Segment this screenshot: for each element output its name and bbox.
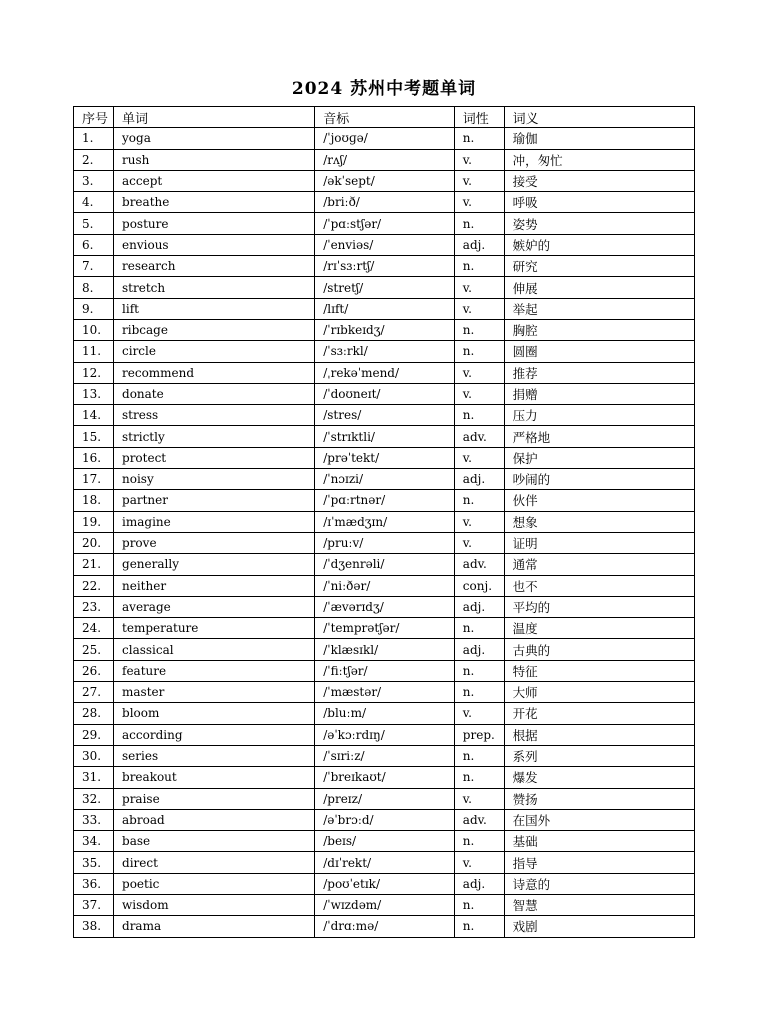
cell-phonetic: /ˈnɔɪzi/ [315, 469, 455, 490]
cell-word: temperature [114, 618, 315, 639]
table-row [74, 490, 695, 511]
cell-part-of-speech: n. [454, 490, 504, 511]
header-part-of-speech: 词性 [454, 107, 504, 128]
cell-part-of-speech: v. [454, 447, 504, 468]
table-row [74, 277, 695, 298]
cell-word: stretch [114, 277, 315, 298]
table-row [74, 319, 695, 340]
cell-number: 14. [74, 405, 114, 426]
cell-part-of-speech: v. [454, 277, 504, 298]
table-row [74, 170, 695, 191]
cell-meaning: 压力 [504, 405, 694, 426]
cell-number: 19. [74, 511, 114, 532]
cell-phonetic: /bluːm/ [315, 703, 455, 724]
cell-part-of-speech: v. [454, 788, 504, 809]
cell-meaning: 冲，匆忙 [504, 149, 694, 170]
cell-meaning: 接受 [504, 170, 694, 191]
cell-word: drama [114, 916, 315, 937]
cell-part-of-speech: adj. [454, 469, 504, 490]
cell-meaning: 在国外 [504, 809, 694, 830]
table-row [74, 511, 695, 532]
cell-number: 6. [74, 234, 114, 255]
cell-number: 10. [74, 319, 114, 340]
cell-part-of-speech: v. [454, 383, 504, 404]
cell-part-of-speech: v. [454, 532, 504, 553]
cell-meaning: 严格地 [504, 426, 694, 447]
table-row [74, 341, 695, 362]
cell-meaning: 爆发 [504, 767, 694, 788]
cell-phonetic: /ˌrekəˈmend/ [315, 362, 455, 383]
cell-part-of-speech: n. [454, 405, 504, 426]
cell-number: 15. [74, 426, 114, 447]
cell-meaning: 胸腔 [504, 319, 694, 340]
cell-number: 12. [74, 362, 114, 383]
cell-meaning: 智慧 [504, 894, 694, 915]
cell-phonetic: /briːð/ [315, 192, 455, 213]
cell-number: 28. [74, 703, 114, 724]
cell-word: generally [114, 554, 315, 575]
cell-number: 37. [74, 894, 114, 915]
cell-meaning: 诗意的 [504, 873, 694, 894]
cell-number: 1. [74, 128, 114, 149]
cell-part-of-speech: v. [454, 170, 504, 191]
cell-part-of-speech: v. [454, 192, 504, 213]
cell-number: 13. [74, 383, 114, 404]
table-row [74, 916, 695, 937]
cell-number: 20. [74, 532, 114, 553]
cell-part-of-speech: n. [454, 660, 504, 681]
cell-meaning: 姿势 [504, 213, 694, 234]
table-row [74, 575, 695, 596]
cell-word: direct [114, 852, 315, 873]
cell-meaning: 也不 [504, 575, 694, 596]
cell-meaning: 捐赠 [504, 383, 694, 404]
cell-number: 25. [74, 639, 114, 660]
cell-word: bloom [114, 703, 315, 724]
cell-meaning: 保护 [504, 447, 694, 468]
table-row [74, 213, 695, 234]
cell-phonetic: /ˈrɪbkeɪdʒ/ [315, 319, 455, 340]
table-row [74, 362, 695, 383]
cell-phonetic: /preɪz/ [315, 788, 455, 809]
cell-part-of-speech: adj. [454, 596, 504, 617]
cell-meaning: 古典的 [504, 639, 694, 660]
cell-phonetic: /ˈsɜːrkl/ [315, 341, 455, 362]
cell-meaning: 指导 [504, 852, 694, 873]
cell-part-of-speech: n. [454, 894, 504, 915]
cell-meaning: 温度 [504, 618, 694, 639]
header-word: 单词 [114, 107, 315, 128]
page-title: 2024 苏州中考题单词 [291, 79, 477, 99]
cell-number: 23. [74, 596, 114, 617]
cell-phonetic: /poʊˈetɪk/ [315, 873, 455, 894]
table-row [74, 234, 695, 255]
cell-meaning: 想象 [504, 511, 694, 532]
cell-meaning: 戏剧 [504, 916, 694, 937]
cell-number: 31. [74, 767, 114, 788]
cell-number: 16. [74, 447, 114, 468]
cell-word: rush [114, 149, 315, 170]
table-row [74, 426, 695, 447]
cell-phonetic: /ˈfiːtʃər/ [315, 660, 455, 681]
cell-phonetic: /ˈniːðər/ [315, 575, 455, 596]
cell-phonetic: /dɪˈrekt/ [315, 852, 455, 873]
cell-word: lift [114, 298, 315, 319]
cell-word: base [114, 831, 315, 852]
cell-phonetic: /əˈkɔːrdɪŋ/ [315, 724, 455, 745]
table-header-row [74, 107, 695, 128]
cell-number: 17. [74, 469, 114, 490]
cell-word: posture [114, 213, 315, 234]
cell-number: 2. [74, 149, 114, 170]
cell-word: donate [114, 383, 315, 404]
header-phonetic: 音标 [315, 107, 455, 128]
cell-part-of-speech: v. [454, 703, 504, 724]
table-row [74, 682, 695, 703]
cell-part-of-speech: v. [454, 852, 504, 873]
cell-phonetic: /ˈdʒenrəli/ [315, 554, 455, 575]
table-row [74, 298, 695, 319]
cell-number: 33. [74, 809, 114, 830]
cell-phonetic: /rʌʃ/ [315, 149, 455, 170]
cell-number: 38. [74, 916, 114, 937]
cell-word: master [114, 682, 315, 703]
cell-meaning: 研究 [504, 256, 694, 277]
cell-part-of-speech: n. [454, 256, 504, 277]
cell-phonetic: /ˈmæstər/ [315, 682, 455, 703]
cell-word: breakout [114, 767, 315, 788]
cell-meaning: 举起 [504, 298, 694, 319]
cell-meaning: 吵闹的 [504, 469, 694, 490]
cell-meaning: 基础 [504, 831, 694, 852]
cell-word: breathe [114, 192, 315, 213]
cell-phonetic: /ˈjoʊɡə/ [315, 128, 455, 149]
cell-meaning: 根据 [504, 724, 694, 745]
cell-meaning: 特征 [504, 660, 694, 681]
cell-part-of-speech: n. [454, 319, 504, 340]
header-number: 序号 [74, 107, 114, 128]
cell-phonetic: /əkˈsept/ [315, 170, 455, 191]
table-row [74, 447, 695, 468]
cell-number: 26. [74, 660, 114, 681]
cell-number: 11. [74, 341, 114, 362]
cell-part-of-speech: adv. [454, 426, 504, 447]
table-row [74, 852, 695, 873]
cell-number: 7. [74, 256, 114, 277]
cell-part-of-speech: v. [454, 511, 504, 532]
cell-word: protect [114, 447, 315, 468]
cell-word: imagine [114, 511, 315, 532]
cell-word: average [114, 596, 315, 617]
cell-number: 9. [74, 298, 114, 319]
table-row [74, 618, 695, 639]
cell-word: poetic [114, 873, 315, 894]
cell-meaning: 伙伴 [504, 490, 694, 511]
table-row [74, 192, 695, 213]
cell-part-of-speech: n. [454, 618, 504, 639]
table-row [74, 405, 695, 426]
cell-phonetic: /rɪˈsɜːrtʃ/ [315, 256, 455, 277]
cell-phonetic: /ɪˈmædʒɪn/ [315, 511, 455, 532]
cell-part-of-speech: n. [454, 213, 504, 234]
table-row [74, 745, 695, 766]
cell-word: envious [114, 234, 315, 255]
cell-meaning: 伸展 [504, 277, 694, 298]
table-row [74, 256, 695, 277]
cell-word: ribcage [114, 319, 315, 340]
cell-word: wisdom [114, 894, 315, 915]
cell-number: 32. [74, 788, 114, 809]
cell-number: 30. [74, 745, 114, 766]
cell-word: praise [114, 788, 315, 809]
cell-number: 34. [74, 831, 114, 852]
cell-word: noisy [114, 469, 315, 490]
cell-number: 3. [74, 170, 114, 191]
cell-meaning: 圆圈 [504, 341, 694, 362]
table-row [74, 788, 695, 809]
cell-phonetic: /əˈbrɔːd/ [315, 809, 455, 830]
cell-phonetic: /ˈenviəs/ [315, 234, 455, 255]
cell-phonetic: /ˈklæsɪkl/ [315, 639, 455, 660]
cell-word: abroad [114, 809, 315, 830]
cell-phonetic: /ˈsɪriːz/ [315, 745, 455, 766]
table-row [74, 703, 695, 724]
cell-meaning: 推荐 [504, 362, 694, 383]
cell-phonetic: /ˈpɑːstʃər/ [315, 213, 455, 234]
cell-part-of-speech: adv. [454, 554, 504, 575]
cell-meaning: 瑜伽 [504, 128, 694, 149]
cell-phonetic: /ˈtemprətʃər/ [315, 618, 455, 639]
table-row [74, 383, 695, 404]
cell-phonetic: /ˈwɪzdəm/ [315, 894, 455, 915]
cell-word: classical [114, 639, 315, 660]
cell-word: according [114, 724, 315, 745]
cell-word: strictly [114, 426, 315, 447]
table-row [74, 532, 695, 553]
cell-phonetic: /beɪs/ [315, 831, 455, 852]
header-meaning: 词义 [504, 107, 694, 128]
cell-part-of-speech: adv. [454, 809, 504, 830]
cell-meaning: 通常 [504, 554, 694, 575]
cell-meaning: 系列 [504, 745, 694, 766]
cell-part-of-speech: n. [454, 831, 504, 852]
cell-part-of-speech: conj. [454, 575, 504, 596]
table-row [74, 660, 695, 681]
cell-number: 8. [74, 277, 114, 298]
cell-word: feature [114, 660, 315, 681]
cell-part-of-speech: prep. [454, 724, 504, 745]
table-row [74, 149, 695, 170]
cell-part-of-speech: n. [454, 767, 504, 788]
cell-meaning: 嫉妒的 [504, 234, 694, 255]
cell-part-of-speech: adj. [454, 639, 504, 660]
cell-part-of-speech: v. [454, 362, 504, 383]
cell-word: recommend [114, 362, 315, 383]
table-row [74, 128, 695, 149]
cell-meaning: 开花 [504, 703, 694, 724]
cell-number: 18. [74, 490, 114, 511]
cell-phonetic: /ˈævərɪdʒ/ [315, 596, 455, 617]
cell-meaning: 平均的 [504, 596, 694, 617]
cell-phonetic: /pruːv/ [315, 532, 455, 553]
cell-word: accept [114, 170, 315, 191]
cell-number: 21. [74, 554, 114, 575]
cell-phonetic: /ˈdrɑːmə/ [315, 916, 455, 937]
cell-number: 36. [74, 873, 114, 894]
cell-part-of-speech: v. [454, 149, 504, 170]
table-row [74, 767, 695, 788]
cell-part-of-speech: n. [454, 916, 504, 937]
cell-word: circle [114, 341, 315, 362]
cell-word: yoga [114, 128, 315, 149]
cell-meaning: 大师 [504, 682, 694, 703]
table-row [74, 873, 695, 894]
cell-phonetic: /ˈdoʊneɪt/ [315, 383, 455, 404]
cell-word: research [114, 256, 315, 277]
cell-meaning: 呼吸 [504, 192, 694, 213]
cell-word: stress [114, 405, 315, 426]
cell-phonetic: /ˈpɑːrtnər/ [315, 490, 455, 511]
cell-word: neither [114, 575, 315, 596]
cell-part-of-speech: n. [454, 682, 504, 703]
cell-number: 4. [74, 192, 114, 213]
cell-phonetic: /lɪft/ [315, 298, 455, 319]
cell-part-of-speech: v. [454, 298, 504, 319]
cell-part-of-speech: n. [454, 341, 504, 362]
table-row [74, 554, 695, 575]
cell-phonetic: /stretʃ/ [315, 277, 455, 298]
cell-word: prove [114, 532, 315, 553]
table-row [74, 639, 695, 660]
cell-number: 29. [74, 724, 114, 745]
cell-meaning: 赞扬 [504, 788, 694, 809]
table-row [74, 596, 695, 617]
table-row [74, 724, 695, 745]
cell-number: 35. [74, 852, 114, 873]
cell-number: 24. [74, 618, 114, 639]
cell-part-of-speech: n. [454, 128, 504, 149]
cell-number: 27. [74, 682, 114, 703]
cell-phonetic: /stres/ [315, 405, 455, 426]
cell-part-of-speech: adj. [454, 234, 504, 255]
table-row [74, 809, 695, 830]
vocabulary-table [73, 106, 695, 938]
cell-phonetic: /ˈstrɪktli/ [315, 426, 455, 447]
table-row [74, 831, 695, 852]
cell-part-of-speech: adj. [454, 873, 504, 894]
cell-number: 5. [74, 213, 114, 234]
cell-meaning: 证明 [504, 532, 694, 553]
cell-word: partner [114, 490, 315, 511]
cell-part-of-speech: n. [454, 745, 504, 766]
table-row [74, 894, 695, 915]
cell-number: 22. [74, 575, 114, 596]
cell-word: series [114, 745, 315, 766]
cell-phonetic: /prəˈtekt/ [315, 447, 455, 468]
table-row [74, 469, 695, 490]
cell-phonetic: /ˈbreɪkaʊt/ [315, 767, 455, 788]
